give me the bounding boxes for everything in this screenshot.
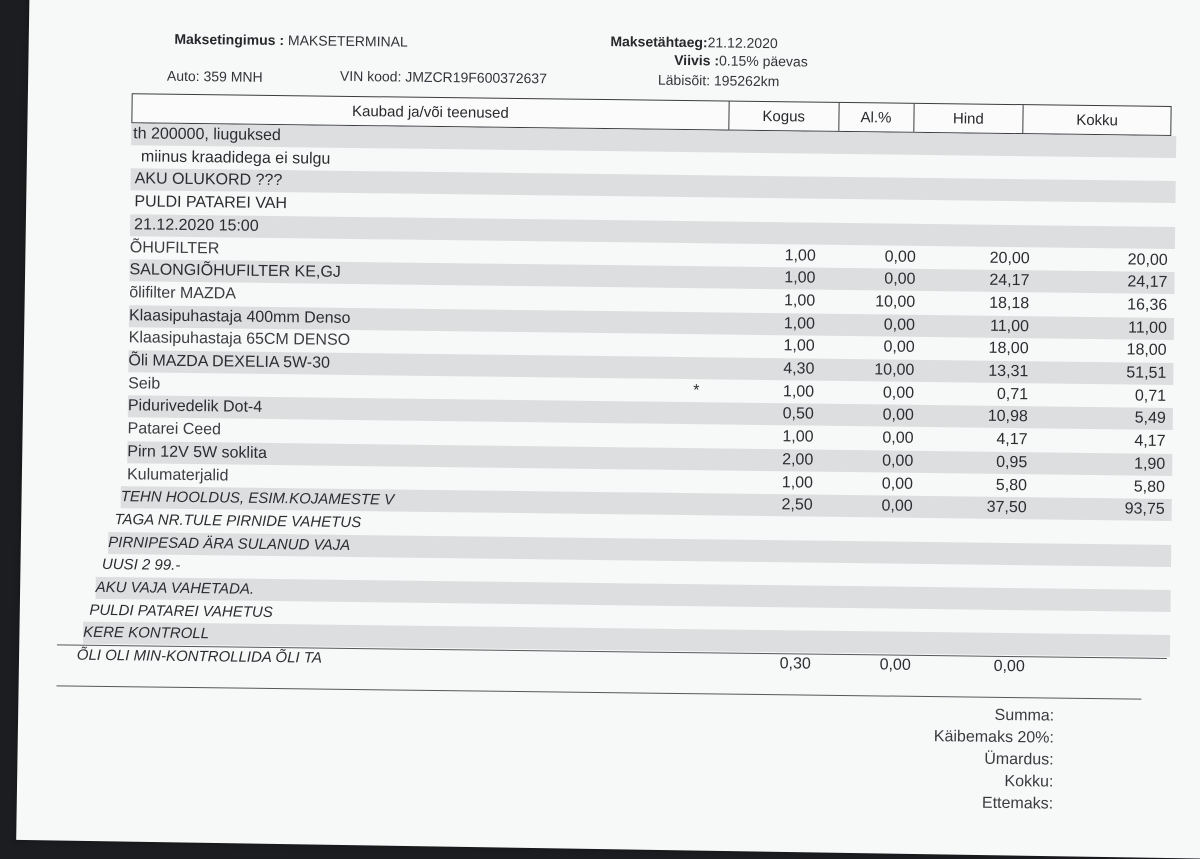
penalty-value: 0.15% päevas [718, 52, 808, 70]
row-description: ÕLI OLI MIN-KONTROLLIDA ÕLI TA [76, 646, 322, 667]
row-description: 21.12.2020 15:00 [134, 216, 259, 235]
row-disc: 0,00 [884, 270, 916, 289]
row-description: AKU VAJA VAHETADA. [95, 578, 255, 598]
row-description: AKU OLUKORD ??? [134, 170, 283, 190]
row-disc: 0,00 [882, 452, 914, 470]
row-total: 11,00 [1127, 319, 1168, 337]
penalty [674, 52, 808, 70]
row-description: Kulumaterjalid [126, 465, 229, 484]
row-qty [722, 539, 812, 540]
row-disc [823, 518, 913, 519]
row-disc: 0,00 [881, 474, 914, 493]
row-total [1075, 521, 1165, 522]
col-items: Kaubad ja/või teenused [132, 94, 729, 129]
col-price: Hind [914, 104, 1024, 133]
row-description: TEHN HOOLDUS, ESIM.KOJAMESTE V [120, 488, 395, 509]
row-disc: 0,00 [879, 656, 911, 674]
row-price [936, 542, 1026, 543]
row-price [941, 133, 1031, 134]
row-description: Pirn 12V 5W soklita [127, 443, 268, 462]
row-qty: 0,50 [782, 405, 814, 424]
row-price [940, 224, 1030, 225]
summary-prepay-label: Ettemaks: [981, 794, 1054, 813]
payment-terms [174, 31, 408, 50]
row-total [1074, 566, 1164, 567]
summary-sum-label: Summa: [994, 706, 1055, 725]
row-description: PULDI PATAREI VAHETUS [89, 601, 273, 621]
row-disc: 0,00 [881, 497, 913, 516]
row-total [1078, 203, 1168, 204]
row-qty: 1,00 [782, 428, 814, 446]
row-disc [821, 631, 911, 632]
row-total [1073, 611, 1163, 612]
row-description: UUSI 2 99.- [101, 556, 181, 575]
row-total: 24,17 [1127, 273, 1168, 292]
row-price: 13,31 [988, 362, 1029, 381]
row-total: 51,51 [1126, 364, 1167, 382]
row-disc [827, 132, 917, 133]
col-qty: Kogus [729, 102, 839, 131]
row-price: 10,98 [987, 408, 1028, 426]
col-discount: Al.% [839, 103, 914, 132]
row-qty [722, 562, 812, 563]
row-qty: 0,30 [779, 655, 811, 673]
payment-label: Maksetingimus : [174, 30, 285, 49]
row-mark: * [693, 381, 700, 399]
row-qty [722, 585, 812, 586]
row-price [941, 179, 1031, 180]
row-total [1074, 543, 1164, 544]
row-disc: 0,00 [883, 316, 916, 334]
row-description: Klaasipuhastaja 400mm Denso [128, 306, 351, 327]
row-qty: 1,00 [781, 473, 814, 492]
summary-vat-label: Käibemaks 20%: [933, 728, 1055, 747]
summary-rule [56, 685, 1141, 699]
row-price [935, 633, 1025, 634]
row-qty [726, 199, 816, 200]
row-total [1079, 158, 1169, 159]
row-total: 5,80 [1133, 478, 1166, 496]
payment-value: MAKSETERMINAL [287, 32, 408, 50]
due-label: Maksetähtaeg: [610, 33, 708, 51]
row-description: Patarei Ceed [127, 420, 222, 439]
row-price [935, 610, 1025, 611]
row-price [936, 587, 1026, 588]
row-description: õlifilter MAZDA [129, 284, 237, 303]
penalty-label: Viivis : [674, 51, 720, 69]
row-price: 37,50 [986, 498, 1027, 517]
row-price: 24,17 [989, 271, 1030, 290]
mileage: Läbisõit: 195262km [657, 71, 780, 90]
row-price: 0,95 [996, 453, 1028, 472]
row-description: PIRNIPESAD ÄRA SULANUD VAJA [108, 533, 351, 554]
row-qty: 1,00 [783, 337, 815, 355]
row-price [936, 564, 1026, 565]
row-description: KERE KONTROLL [83, 624, 210, 643]
row-disc [822, 586, 912, 587]
row-qty: 1,00 [784, 246, 816, 265]
row-qty [727, 176, 817, 177]
row-qty: 1,00 [783, 292, 816, 310]
row-total [1079, 135, 1169, 136]
row-price: 18,18 [989, 294, 1030, 313]
row-qty: 1,00 [784, 269, 816, 287]
row-description: Seib [128, 374, 161, 393]
row-total: 16,36 [1127, 296, 1168, 314]
row-qty: 2,50 [781, 496, 813, 514]
row-qty: 1,00 [783, 314, 816, 333]
row-qty [726, 221, 816, 222]
row-total: 18,00 [1126, 341, 1167, 360]
row-total: 20,00 [1127, 250, 1168, 269]
row-description: ÕHUFILTER [129, 238, 220, 257]
row-total: 93,75 [1124, 500, 1165, 519]
row-qty [727, 153, 817, 154]
row-price: 5,80 [995, 476, 1028, 494]
row-disc: 10,00 [874, 361, 915, 379]
row-description: miinus kraadidega ei sulgu [140, 148, 331, 168]
row-description: SALONGIÕHUFILTER KE,GJ [129, 261, 341, 282]
row-price [941, 156, 1031, 157]
col-total: Kokku [1076, 111, 1119, 129]
row-price: 0,71 [996, 385, 1029, 403]
row-description: TAGA NR.TULE PIRNIDE VAHETUS [114, 510, 362, 531]
row-disc: 0,00 [882, 384, 915, 402]
row-total [1078, 226, 1168, 227]
row-total: 4,17 [1134, 432, 1166, 451]
due-value: 21.12.2020 [707, 34, 778, 52]
row-price: 0,00 [993, 657, 1025, 676]
vin-code: VIN kood: JMZCR19F600372637 [339, 67, 548, 87]
row-disc [822, 540, 912, 541]
row-disc [827, 154, 917, 155]
row-total [1079, 180, 1169, 181]
car-plate: Auto: 359 MNH [166, 67, 263, 85]
row-total: 0,71 [1134, 387, 1167, 405]
summary-total-label: Kokku: [1004, 772, 1054, 791]
row-disc [821, 608, 911, 609]
row-qty [727, 131, 817, 132]
row-price [937, 519, 1027, 520]
row-total [1074, 589, 1164, 590]
row-qty [723, 516, 813, 517]
due-date [610, 33, 778, 51]
row-price: 20,00 [989, 249, 1030, 267]
row-total: 5,49 [1134, 409, 1166, 428]
row-description: Õli MAZDA DEXELIA 5W-30 [128, 352, 331, 372]
row-qty [721, 607, 811, 608]
row-price: 4,17 [996, 430, 1028, 449]
row-price: 11,00 [989, 317, 1030, 335]
row-total: 1,90 [1134, 455, 1166, 473]
row-qty: 1,00 [782, 382, 815, 401]
row-disc: 0,00 [883, 338, 915, 357]
row-qty [721, 630, 811, 631]
row-disc [822, 563, 912, 564]
row-disc: 0,00 [882, 406, 914, 425]
row-qty: 4,30 [783, 360, 815, 378]
row-description: Klaasipuhastaja 65CM DENSO [128, 329, 351, 350]
row-disc: 0,00 [884, 247, 916, 266]
row-disc [826, 223, 916, 224]
summary-rounding-label: Ümardus: [984, 750, 1054, 769]
row-price: 18,00 [988, 340, 1029, 358]
row-description: PULDI PATAREI VAH [134, 193, 288, 213]
row-description: th 200000, liuguksed [133, 125, 281, 145]
row-disc: 10,00 [875, 293, 916, 311]
row-disc [826, 200, 916, 201]
row-description: Pidurivedelik Dot-4 [127, 397, 263, 417]
row-disc [827, 177, 917, 178]
row-total [1073, 634, 1163, 635]
row-price [940, 201, 1030, 202]
row-disc: 0,00 [882, 429, 914, 447]
row-qty: 2,00 [782, 451, 814, 469]
